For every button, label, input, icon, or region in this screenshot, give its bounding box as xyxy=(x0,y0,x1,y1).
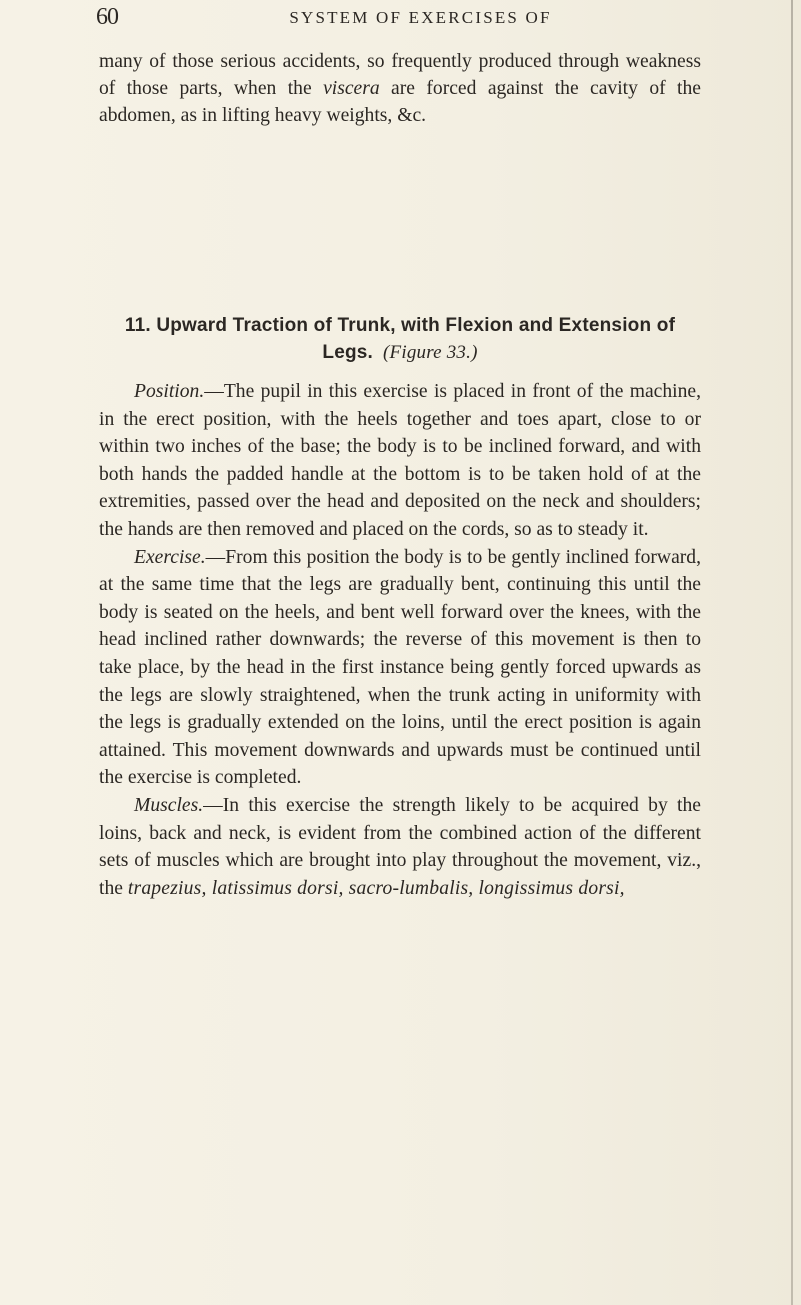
page-edge xyxy=(791,0,793,1305)
exercise-paragraph xyxy=(99,544,701,792)
muscles-label: Muscles. xyxy=(134,794,204,816)
section-heading xyxy=(99,312,701,366)
paragraph-text: are forced against the cavity of the abdomen, as in lifting heavy weights, &c. xyxy=(99,78,701,127)
muscle-names: trapezius, latissimus dorsi, sacro-lumbalis, longissimus dorsi, xyxy=(127,877,625,899)
section-body xyxy=(99,378,701,902)
muscles-text: —In this exercise the strength likely to be acquired by the loins, back and neck, is evident from the combined action of the different sets of muscles which are brought into play throughout the movement, viz., the xyxy=(99,794,701,899)
paragraph-text: many of those serious accidents, so frequently produced through weakness of those parts, when the xyxy=(99,51,701,100)
page-number: 60 xyxy=(96,4,118,30)
running-head: SYSTEM OF EXERCISES OF xyxy=(289,8,552,27)
heading-text: 11. Upward Traction of Trunk, with Flexion and Extension of Legs. xyxy=(124,315,676,363)
position-label: Position. xyxy=(134,381,205,402)
italic-term: viscera xyxy=(323,78,380,100)
muscles-paragraph xyxy=(99,792,701,902)
exercise-label: Exercise. xyxy=(134,546,206,568)
figure-reference: (Figure 33.) xyxy=(383,342,478,363)
continued-paragraph xyxy=(99,48,701,130)
position-text: —The pupil in this exercise is placed in front of the machine, in the erect position, with the heels together and toes apart, close to or within two inches of the base; the body is to be inclined forward, and with both hands the padded handle at the bottom is to be taken hold of at the extremities, passed over the head and deposited on the neck and shoulders; the hands are then removed and placed on the cords, so as to steady it. xyxy=(99,381,701,540)
position-paragraph xyxy=(99,378,701,544)
exercise-text: —From this position the body is to be gently inclined forward, at the same time that the legs are gradually bent, continuing this until the body is seated on the heels, and bent well forward over the knees, with the head inclined rather downwards; the reverse of this movement is then to take place, by the head in the first instance being gently forced upwards as the legs are slowly straightened, when the trunk acting in uniformity with the legs is gradually extended on the loins, until the erect position is again attained. This movement downwards and upwards must be continued until the exercise is completed. xyxy=(99,546,701,789)
